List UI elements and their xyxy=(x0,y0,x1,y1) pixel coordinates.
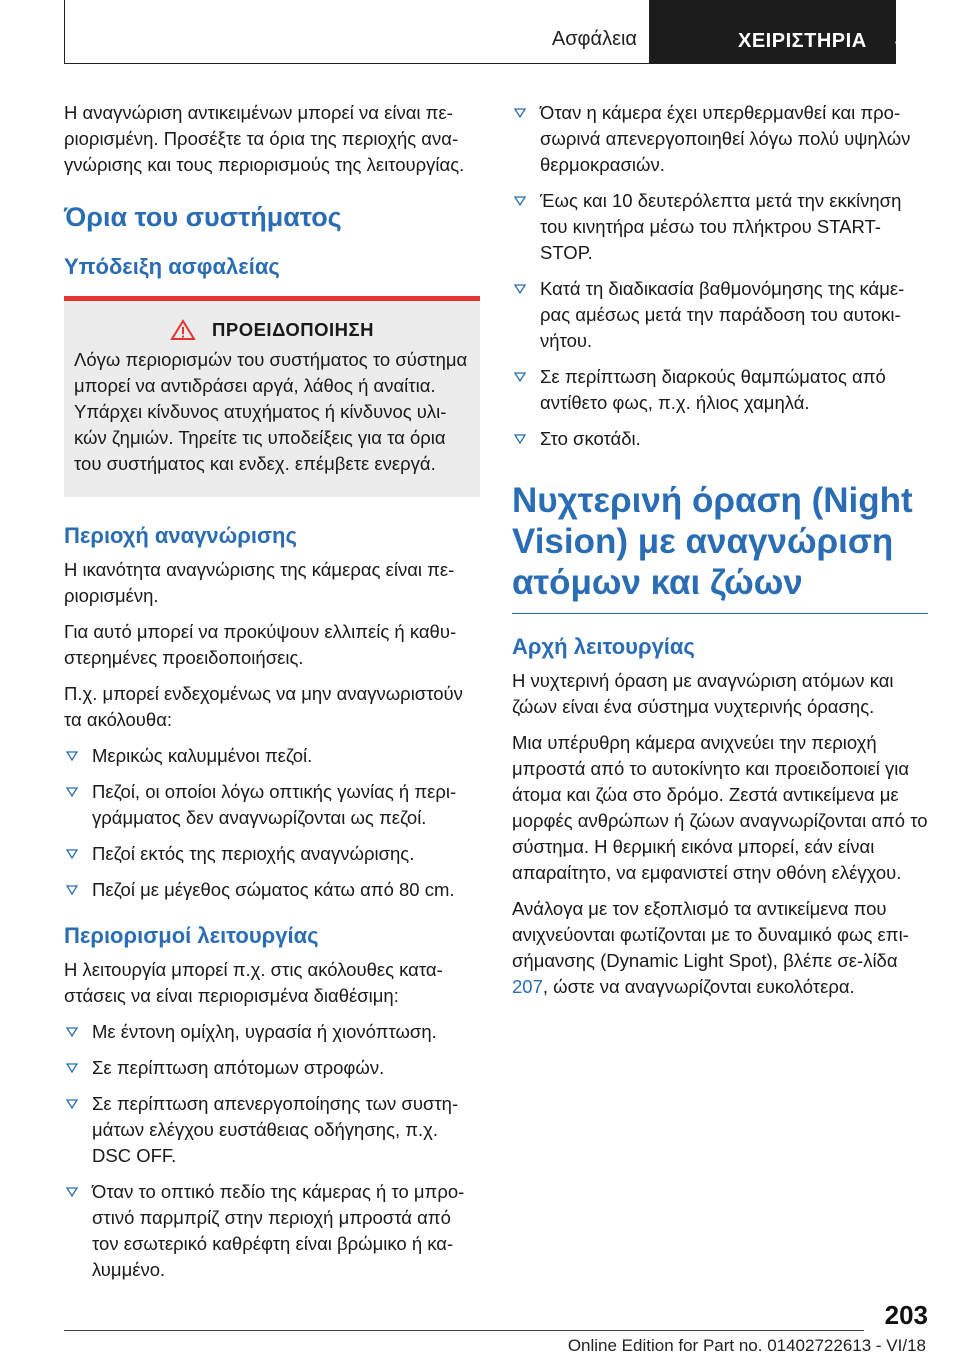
header-chapter-label: ΧΕΙΡΙΣΤΗΡΙΑ xyxy=(738,30,867,52)
header-chapter-box xyxy=(650,0,896,64)
safety-note-heading: Υπόδειξη ασφαλείας xyxy=(64,254,280,279)
triangle-bullet-icon xyxy=(514,108,526,118)
hand-pointer-icon xyxy=(894,26,918,56)
triangle-bullet-icon xyxy=(66,1063,78,1073)
page-reference-link[interactable]: 207 xyxy=(512,976,543,997)
list-item: Σε περίπτωση διαρκούς θαμπώματος από αντίθετο φως, π.χ. ήλιος χαμηλά. xyxy=(512,364,928,416)
principle-heading: Αρχή λειτουργίας xyxy=(512,634,695,659)
header-section-box xyxy=(64,0,650,64)
warning-title xyxy=(74,319,470,341)
list-item: Όταν το οπτικό πεδίο της κάμερας ή το μπρο‐στινό παρμπρίζ στην περιοχή μπροστά από τον εσωτερικό καθρέφτη είναι βρώμικο ή κα‐λυμμένο. xyxy=(64,1179,480,1283)
footer-edition: Online Edition for Part no. 01402722613 - VI/18 xyxy=(567,1336,926,1355)
principle-paragraph-2: Μια υπέρυθρη κάμερα ανιχνεύει την περιοχή μπροστά από το αυτοκίνητο και προειδοποιεί για άτομα και ζώα στο δρόμο. Ζεστά αντικείμενα με μορφές ανθρώπων ή ζώων αναγνωρίζονται από το σύστημα. Η θερμική εικόνα μπορεί, εάν είναι απαραίτητο, να εμφανιστεί στην οθόνη ελέγχου. xyxy=(512,732,928,883)
warning-triangle-icon xyxy=(170,319,196,341)
list-item: Πεζοί εκτός της περιοχής αναγνώρισης. xyxy=(64,841,480,867)
triangle-bullet-icon xyxy=(514,434,526,444)
page-number: 203 xyxy=(884,1300,928,1330)
detection-area-heading: Περιοχή αναγνώρισης xyxy=(64,523,297,548)
principle-paragraph-3: Ανάλογα με τον εξοπλισμό τα αντικείμενα που ανιχνεύονται φωτίζονται με το δυναμικό φως επι‐σήμανσης (Dynamic Light Spot), βλέπε σε‐λίδα 207, ώστε να αναγνωρίζονται ευκολότερα. xyxy=(512,898,909,997)
area-list xyxy=(64,743,480,903)
function-list xyxy=(64,1019,480,1283)
warning-text: Λόγω περιορισμών του συστήματος το σύστημα μπορεί να αντιδράσει αργά, λάθος ή αναίτια. Υπάρχει κίνδυνος ατυχήματος ή κίνδυνος υλι‐κών ζημιών. Τηρείτε τις υποδείξεις για τα όρια του συστήματος και ενδεχ. επέμβετε ενεργά. xyxy=(74,349,468,474)
triangle-bullet-icon xyxy=(66,751,78,761)
night-vision-heading: Νυχτερινή όραση (Night Vision) με αναγνώριση ατόμων και ζώων xyxy=(512,480,928,614)
system-limits-heading: Όρια του συστήματος xyxy=(64,202,342,232)
footer-divider xyxy=(64,1330,864,1331)
area-paragraph-3: Π.χ. μπορεί ενδεχομένως να μην αναγνωριστούν τα ακόλουθα: xyxy=(64,683,463,730)
header-section-label: Ασφάλεια xyxy=(551,28,637,50)
triangle-bullet-icon xyxy=(66,1099,78,1109)
list-item: Σε περίπτωση απενεργοποίησης των συστη‐μάτων ελέγχου ευστάθειας οδήγησης, π.χ. DSC OFF. xyxy=(64,1091,480,1169)
triangle-bullet-icon xyxy=(66,1187,78,1197)
list-item: Κατά τη διαδικασία βαθμονόμησης της κάμε‐ρας αμέσως μετά την παράδοση του αυτοκι‐νήτου. xyxy=(512,276,928,354)
list-item: Όταν η κάμερα έχει υπερθερμανθεί και προ‐σωρινά απενεργοποιηθεί λόγω πολύ υψηλών θερμοκρασιών. xyxy=(512,100,928,178)
area-paragraph-2: Για αυτό μπορεί να προκύψουν ελλιπείς ή καθυ‐στερημένες προειδοποιήσεις. xyxy=(64,621,457,668)
area-paragraph-1: Η ικανότητα αναγνώρισης της κάμερας είναι πε‐ριορισμένη. xyxy=(64,559,455,606)
triangle-bullet-icon xyxy=(66,849,78,859)
list-item: Με έντονη ομίχλη, υγρασία ή χιονόπτωση. xyxy=(64,1019,480,1045)
principle-paragraph-1: Η νυχτερινή όραση με αναγνώριση ατόμων και ζώων είναι ένα σύστημα νυχτερινής όρασης. xyxy=(512,670,894,717)
list-item: Στο σκοτάδι. xyxy=(512,426,928,452)
warning-box xyxy=(64,296,480,497)
list-item: Πεζοί, οι οποίοι λόγω οπτικής γωνίας ή περι‐γράμματος δεν αναγνωρίζονται ως πεζοί. xyxy=(64,779,480,831)
list-item: Πεζοί με μέγεθος σώματος κάτω από 80 cm. xyxy=(64,877,480,903)
triangle-bullet-icon xyxy=(66,1027,78,1037)
function-paragraph: Η λειτουργία μπορεί π.χ. στις ακόλουθες κατα‐στάσεις να είναι περιορισμένα διαθέσιμη: xyxy=(64,959,443,1006)
right-column xyxy=(512,100,928,1010)
list-item: Μερικώς καλυμμένοι πεζοί. xyxy=(64,743,480,769)
triangle-bullet-icon xyxy=(514,372,526,382)
function-limits-heading: Περιορισμοί λειτουργίας xyxy=(64,923,319,948)
triangle-bullet-icon xyxy=(514,196,526,206)
list-item: Σε περίπτωση απότομων στροφών. xyxy=(64,1055,480,1081)
triangle-bullet-icon xyxy=(66,787,78,797)
triangle-bullet-icon xyxy=(66,885,78,895)
list-item: Έως και 10 δευτερόλεπτα μετά την εκκίνηση του κινητήρα μέσω του πλήκτρου START-STOP. xyxy=(512,188,928,266)
intro-paragraph: Η αναγνώριση αντικειμένων μπορεί να είναι πε‐ριορισμένη. Προσέξτε τα όρια της περιοχής ανα‐γνώρισης και τους περιορισμούς της λειτουργίας. xyxy=(64,102,465,175)
warning-title-text: ΠΡΟΕΙΔΟΠΟΙΗΣΗ xyxy=(212,319,374,340)
continued-function-list xyxy=(512,100,928,452)
left-column xyxy=(64,100,480,1293)
triangle-bullet-icon xyxy=(514,284,526,294)
